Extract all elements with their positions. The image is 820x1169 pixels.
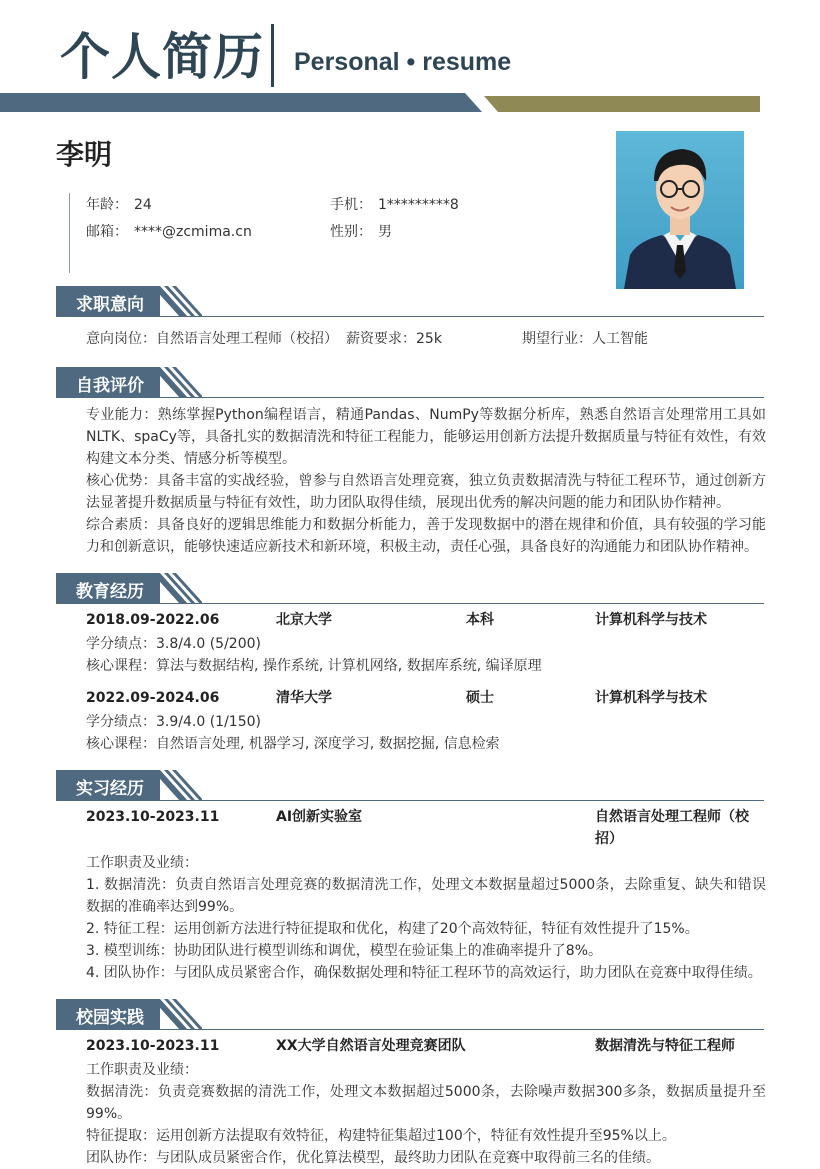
campus-duty-item: 特征提取：运用创新方法提取有效特征，构建特征集超过100个，特征有效性提升至95%以上。	[86, 1128, 676, 1144]
edu-gpa: 学分绩点：3.8/4.0 (5/200)	[86, 636, 261, 652]
section-title-intent: 求职意向	[76, 295, 144, 315]
section-title-campus: 校园实践	[76, 1008, 144, 1028]
age-value: 24	[134, 197, 152, 213]
header-bar-blue	[0, 93, 490, 112]
self-eval-professional: 专业能力：熟练掌握Python编程语言，精通Pandas、NumPy等数据分析库，熟悉自然语言处理常用工具如NLTK、spaCy等，具备扎实的数据清洗和特征工程能力，能够运用创新方法提升数据质量与特征有效性，有效构建文本分类、情感分析等模型。	[86, 407, 766, 467]
section-header-education	[56, 573, 764, 604]
phone-row	[330, 194, 459, 214]
stripe-decoration	[152, 286, 202, 317]
age-label: 年龄：	[86, 197, 128, 213]
edu-degree: 本科	[466, 612, 494, 628]
edu-gpa: 学分绩点：3.9/4.0 (1/150)	[86, 714, 261, 730]
intern-period: 2023.10-2023.11	[86, 809, 220, 825]
section-header-internship	[56, 770, 764, 801]
stripe-decoration	[152, 999, 202, 1030]
section-title-internship: 实习经历	[76, 779, 144, 799]
phone-label: 手机：	[330, 197, 372, 213]
section-header-self-eval	[56, 367, 764, 398]
self-eval-quality: 综合素质：具备良好的逻辑思维能力和数据分析能力，善于发现数据中的潜在规律和价值，具有较强的学习能力和创新意识，能够快速适应新技术和新环境，积极主动，责任心强，具备良好的沟通能力和团队协作精神。	[86, 517, 766, 555]
profile-photo	[616, 131, 744, 289]
intern-org: AI创新实验室	[276, 809, 363, 825]
campus-duty-item: 团队协作：与团队成员紧密合作，优化算法模型，最终助力团队在竞赛中取得前三名的佳绩。	[86, 1150, 660, 1166]
edu-courses: 核心课程：算法与数据结构, 操作系统, 计算机网络, 数据库系统, 编译原理	[86, 658, 542, 674]
intent-salary: 薪资要求：25k	[346, 331, 442, 347]
section-header-intent	[56, 286, 764, 317]
self-eval-advantage: 核心优势：具备丰富的实战经验，曾参与自然语言处理竞赛，独立负责数据清洗与特征工程环节，通过创新方法显著提升数据质量与特征有效性，助力团队取得佳绩，展现出优秀的解决问题的能力和团队协作精神。	[86, 473, 766, 511]
intent-industry: 期望行业：人工智能	[522, 331, 648, 347]
info-divider	[69, 193, 70, 273]
stripe-decoration	[152, 367, 202, 398]
intern-duty-item: 4. 团队协作：与团队成员紧密合作，确保数据处理和特征工程环节的高效运行，助力团队在竞赛中取得佳绩。	[86, 965, 762, 981]
campus-duty-label: 工作职责及业绩：	[86, 1062, 198, 1078]
email-label: 邮箱：	[86, 224, 128, 240]
gender-label: 性别：	[330, 224, 372, 240]
edu-school: 北京大学	[276, 612, 332, 628]
phone-value: 1*********8	[378, 197, 459, 213]
intern-duty-item: 2. 特征工程：运用创新方法进行特征提取和优化，构建了20个高效特征，特征有效性提升了15%。	[86, 921, 699, 937]
edu-degree: 硕士	[466, 690, 494, 706]
resume-title: 个人简历	[60, 28, 264, 86]
section-header-campus	[56, 999, 764, 1030]
campus-period: 2023.10-2023.11	[86, 1038, 220, 1054]
intern-duty-item: 1. 数据清洗：负责自然语言处理竞赛的数据清洗工作，处理文本数据量超过5000条，去除重复、缺失和错误数据的准确率达到99%。	[86, 877, 766, 915]
email-value: ****@zcmima.cn	[134, 224, 252, 240]
intern-role: 自然语言处理工程师（校	[595, 809, 749, 825]
edu-courses: 核心课程：自然语言处理, 机器学习, 深度学习, 数据挖掘, 信息检索	[86, 736, 500, 752]
edu-period: 2022.09-2024.06	[86, 690, 220, 706]
intern-duty-label: 工作职责及业绩：	[86, 855, 198, 871]
edu-major: 计算机科学与技术	[595, 690, 707, 706]
resume-subtitle: Personal • resume	[294, 48, 512, 76]
age-row	[86, 194, 152, 214]
intern-role-cont: 招）	[595, 831, 623, 847]
candidate-name: 李明	[56, 138, 113, 171]
campus-org: XX大学自然语言处理竞赛团队	[276, 1038, 466, 1054]
section-title-self-eval: 自我评价	[76, 376, 144, 396]
gender-value: 男	[378, 224, 392, 240]
section-title-education: 教育经历	[76, 582, 144, 602]
campus-role: 数据清洗与特征工程师	[595, 1038, 735, 1054]
edu-major: 计算机科学与技术	[595, 612, 707, 628]
campus-duty-item: 数据清洗：负责竞赛数据的清洗工作，处理文本数据超过5000条，去除噪声数据300多条，数据质量提升至99%。	[86, 1084, 766, 1122]
edu-period: 2018.09-2022.06	[86, 612, 220, 628]
stripe-decoration	[152, 770, 202, 801]
stripe-decoration	[152, 573, 202, 604]
title-divider	[271, 24, 274, 87]
intent-position: 意向岗位：自然语言处理工程师（校招）	[86, 331, 338, 347]
edu-school: 清华大学	[276, 690, 332, 706]
intern-duty-item: 3. 模型训练：协助团队进行模型训练和调优，模型在验证集上的准确率提升了8%。	[86, 943, 603, 959]
gender-row	[330, 221, 392, 241]
email-row	[86, 221, 252, 241]
header-bar-gold	[484, 96, 760, 112]
